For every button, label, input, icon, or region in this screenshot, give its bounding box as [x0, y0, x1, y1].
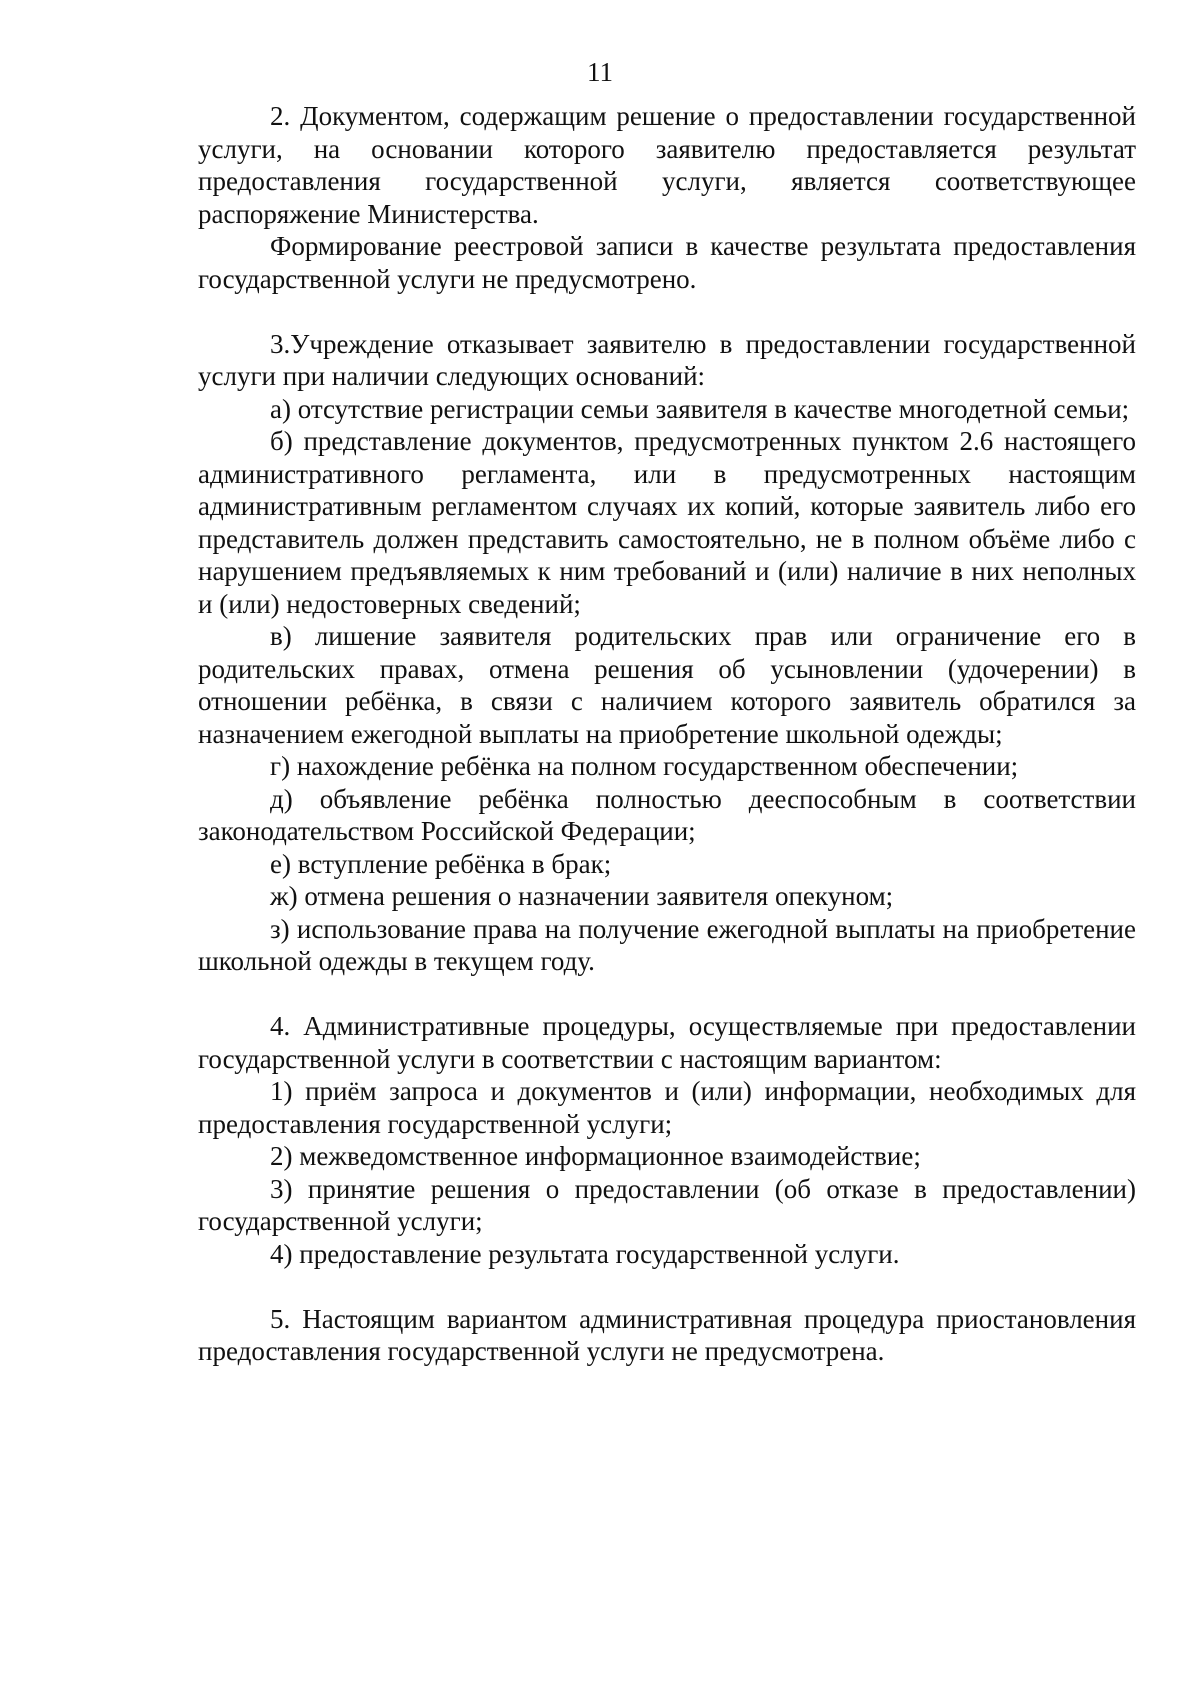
- document-body: [198, 100, 1136, 1368]
- list-item-3b: б) представление документов, предусмотренных пунктом 2.6 настоящего административного регламента, или в предусмотренных настоящим административным регламентом случаях их копий, которые заявитель либо его представитель должен представить самостоятельно, не в полном объёме либо с нарушением предъявляемых к ним требований и (или) наличие в них неполных и (или) недостоверных сведений;: [198, 426, 1136, 619]
- list-item-4-1: 1) приём запроса и документов и (или) информации, необходимых для предоставления государственной услуги;: [198, 1076, 1136, 1139]
- list-item-3g: г) нахождение ребёнка на полном государственном обеспечении;: [270, 751, 1019, 781]
- section-gap: [198, 295, 1136, 328]
- list-item-4-2: 2) межведомственное информационное взаимодействие;: [270, 1141, 921, 1171]
- list-item-4-4: 4) предоставление результата государственной услуги.: [270, 1238, 900, 1269]
- paragraph-5-suspension: 5. Настоящим вариантом административная процедура приостановления предоставления государственной услуги не предусмотрена.: [198, 1303, 1136, 1366]
- paragraph-4-procedures: 4. Административные процедуры, осуществляемые при предоставлении государственной услуги в соответствии с настоящим вариантом:: [198, 1011, 1136, 1074]
- list-item-3z: з) использование права на получение ежегодной выплаты на приобретение школьной одежды в текущем году.: [198, 913, 1136, 976]
- paragraph-3-refusal-grounds: 3.Учреждение отказывает заявителю в предоставлении государственной услуги при наличии следующих оснований:: [198, 328, 1136, 391]
- list-item-3e: е) вступление ребёнка в брак;: [270, 848, 612, 879]
- section-gap: [198, 978, 1136, 1011]
- paragraph-2-registry-record: Формирование реестровой записи в качестве результата предоставления государственной услуги не предусмотрено.: [198, 231, 1136, 294]
- list-item-3a: а) отсутствие регистрации семьи заявителя в качестве многодетной семьи;: [270, 393, 1130, 424]
- list-item-3zh: ж) отмена решения о назначении заявителя опекуном;: [270, 881, 894, 911]
- page-number: 11: [587, 57, 613, 87]
- paragraph-2-result-document: 2. Документом, содержащим решение о предоставлении государственной услуги, на основании которого заявителю предоставляется результат предоставления государственной услуги, является соответствующее распоряжение Министерства.: [198, 101, 1136, 229]
- list-item-3v: в) лишение заявителя родительских прав или ограничение его в родительских правах, отмена решения об усыновлении (удочерении) в отношении ребёнка, в связи с наличием которого заявитель обратился за назначением ежегодной выплаты на приобретение школьной одежды;: [198, 621, 1136, 749]
- list-item-3d: д) объявление ребёнка полностью дееспособным в соответствии законодательством Российской Федерации;: [198, 783, 1136, 846]
- list-item-4-3: 3) принятие решения о предоставлении (об отказе в предоставлении) государственной услуги;: [198, 1173, 1136, 1236]
- section-gap: [198, 1270, 1136, 1303]
